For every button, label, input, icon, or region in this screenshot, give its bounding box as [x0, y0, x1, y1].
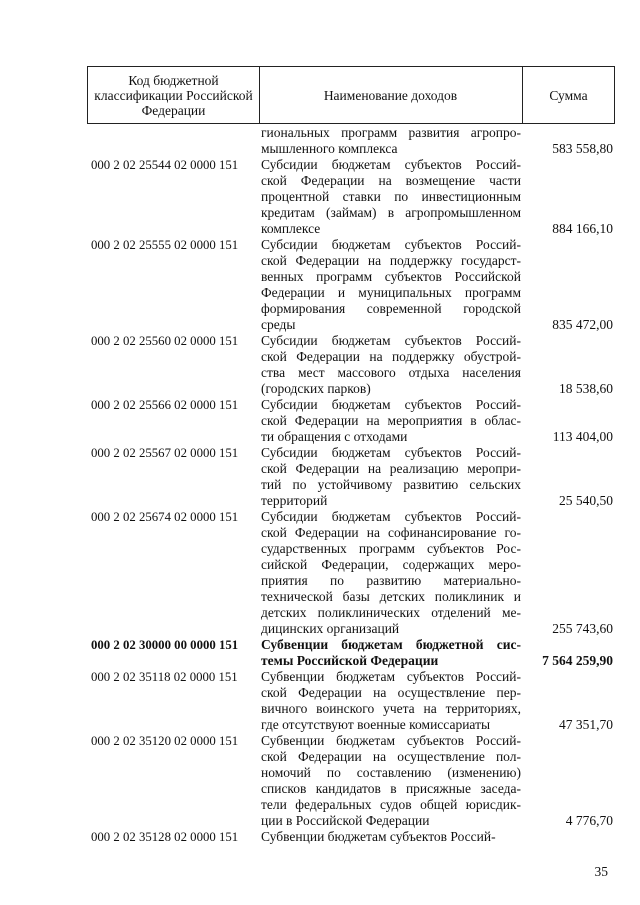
budget-code: 000 2 02 35118 02 0000 151: [91, 670, 238, 684]
amount: 18 538,60: [559, 381, 613, 396]
income-name: [259, 445, 521, 509]
income-name-line: комплексе: [261, 221, 321, 236]
table-row: [87, 397, 615, 445]
budget-code: 000 2 02 30000 00 0000 151: [91, 638, 239, 652]
income-name-line: приятия по развитию материально-: [261, 573, 521, 588]
table-header: [87, 66, 615, 124]
income-name-line: среды: [261, 317, 296, 332]
income-name: [259, 669, 521, 733]
income-name-line: венных программ субъектов Российской: [261, 269, 521, 284]
amount: 4 776,70: [565, 813, 613, 828]
table-row: [87, 829, 615, 845]
income-name-line: номочий по составлению (изменению): [261, 765, 521, 780]
income-name-line: ции в Российской Федерации: [261, 813, 430, 828]
amount: 835 472,00: [552, 317, 613, 332]
budget-code: 000 2 02 25674 02 0000 151: [91, 510, 239, 524]
income-name-line: Субсидии бюджетам субъектов Россий-: [261, 509, 521, 524]
income-name: [259, 125, 521, 157]
budget-code: 000 2 02 25567 02 0000 151: [91, 446, 239, 460]
income-name-line: Субсидии бюджетам субъектов Россий-: [261, 333, 521, 348]
income-name-line: ства мест массового отдыха населения: [261, 365, 521, 380]
income-name-line: ской Федерации на софинансирование го-: [261, 525, 521, 540]
income-name-line: технической базы детских поликлиник и: [261, 589, 521, 604]
income-name: [259, 733, 521, 829]
income-name-line: сийской Федерации, содержащих меро-: [261, 557, 521, 572]
amount: 25 540,50: [559, 493, 613, 508]
table-row: [87, 445, 615, 509]
amount: [521, 829, 615, 845]
income-name-line: ти обращения с отходами: [261, 429, 408, 444]
budget-code: 000 2 02 25560 02 0000 151: [91, 334, 239, 348]
income-name: [259, 333, 521, 397]
table-row: [87, 733, 615, 829]
income-name-line: Субсидии бюджетам субъектов Россий-: [261, 397, 521, 412]
income-name-line: дицинских организаций: [261, 621, 400, 636]
table-row: [87, 237, 615, 333]
table-body: [87, 125, 615, 845]
income-name-line: ской Федерации на поддержку обустрой-: [261, 349, 521, 364]
amount: 884 166,10: [552, 221, 613, 236]
income-name-line: Субсидии бюджетам субъектов Россий-: [261, 157, 521, 172]
income-name-line: ской Федерации на мероприятия в облас-: [261, 413, 521, 428]
amount: 583 558,80: [552, 141, 613, 156]
income-name-line: где отсутствуют военные комиссариаты: [261, 717, 491, 732]
income-name-line: детских поликлинических отделений ме-: [261, 605, 521, 620]
income-name-line: формирования современной городской: [261, 301, 521, 316]
income-name: [259, 237, 521, 333]
income-name-line: тели федеральных судов общей юрисдик-: [261, 797, 521, 812]
budget-code: 000 2 02 35128 02 0000 151: [91, 830, 239, 844]
header-name: Наименование доходов: [323, 87, 458, 103]
income-name-line: списков кандидатов в присяжные заседа-: [261, 781, 521, 796]
amount: 7 564 259,90: [542, 653, 613, 668]
budget-code: 000 2 02 25566 02 0000 151: [91, 398, 239, 412]
income-name-line: мышленного комплекса: [261, 141, 398, 156]
budget-code: 000 2 02 25555 02 0000 151: [91, 238, 239, 252]
income-name: [259, 637, 521, 669]
income-name-line: (городских парков): [261, 381, 371, 396]
amount: 113 404,00: [552, 429, 613, 444]
income-name-line: гиональных программ развития агропро-: [261, 125, 521, 140]
income-name: [259, 829, 521, 845]
income-name-line: ской Федерации на поддержку государст-: [261, 253, 521, 268]
header-code: Код бюджетной классификации Российской Федерации: [94, 72, 253, 118]
header-sum: Сумма: [549, 87, 588, 103]
income-name-line: ской Федерации на осуществление пер-: [261, 685, 521, 700]
income-name-line: ской Федерации на возмещение части: [261, 173, 521, 188]
table-row: [87, 669, 615, 733]
income-name-line: процентной ставки по инвестиционным: [261, 189, 521, 204]
income-name-line: Субвенции бюджетам бюджетной сис-: [261, 637, 521, 652]
table-row: [87, 637, 615, 669]
table-row: [87, 333, 615, 397]
income-name-line: территорий: [261, 493, 328, 508]
budget-code: 000 2 02 25544 02 0000 151: [91, 158, 239, 172]
income-name-line: Субсидии бюджетам субъектов Россий-: [261, 445, 521, 460]
income-name-line: Субвенции бюджетам субъектов Россий-: [261, 733, 521, 748]
income-name-line: Субвенции бюджетам субъектов Россий-: [261, 829, 496, 844]
table-row: [87, 157, 615, 237]
income-name-line: Федерации и муниципальных программ: [261, 285, 521, 300]
income-name-line: тий по устойчивому развитию сельских: [261, 477, 521, 492]
income-name-line: кредитам (займам) в агропромышленном: [261, 205, 521, 220]
income-name-line: ской Федерации на реализацию меропри-: [261, 461, 521, 476]
income-name-line: сударственных программ субъектов Рос-: [261, 541, 521, 556]
budget-code: [87, 125, 259, 157]
income-name-line: темы Российской Федерации: [261, 653, 439, 668]
income-name: [259, 509, 521, 637]
table-row: [87, 125, 615, 157]
budget-code: 000 2 02 35120 02 0000 151: [91, 734, 239, 748]
amount: 255 743,60: [552, 621, 613, 636]
income-name-line: ской Федерации на осуществление пол-: [261, 749, 521, 764]
income-name-line: вичного воинского учета на территориях,: [261, 701, 521, 716]
amount: 47 351,70: [559, 717, 613, 732]
page-number: 35: [594, 864, 608, 879]
income-name: [259, 397, 521, 445]
income-name-line: Субвенции бюджетам субъектов Россий-: [261, 669, 521, 684]
income-name: [259, 157, 521, 237]
income-name-line: Субсидии бюджетам субъектов Россий-: [261, 237, 521, 252]
table-row: [87, 509, 615, 637]
